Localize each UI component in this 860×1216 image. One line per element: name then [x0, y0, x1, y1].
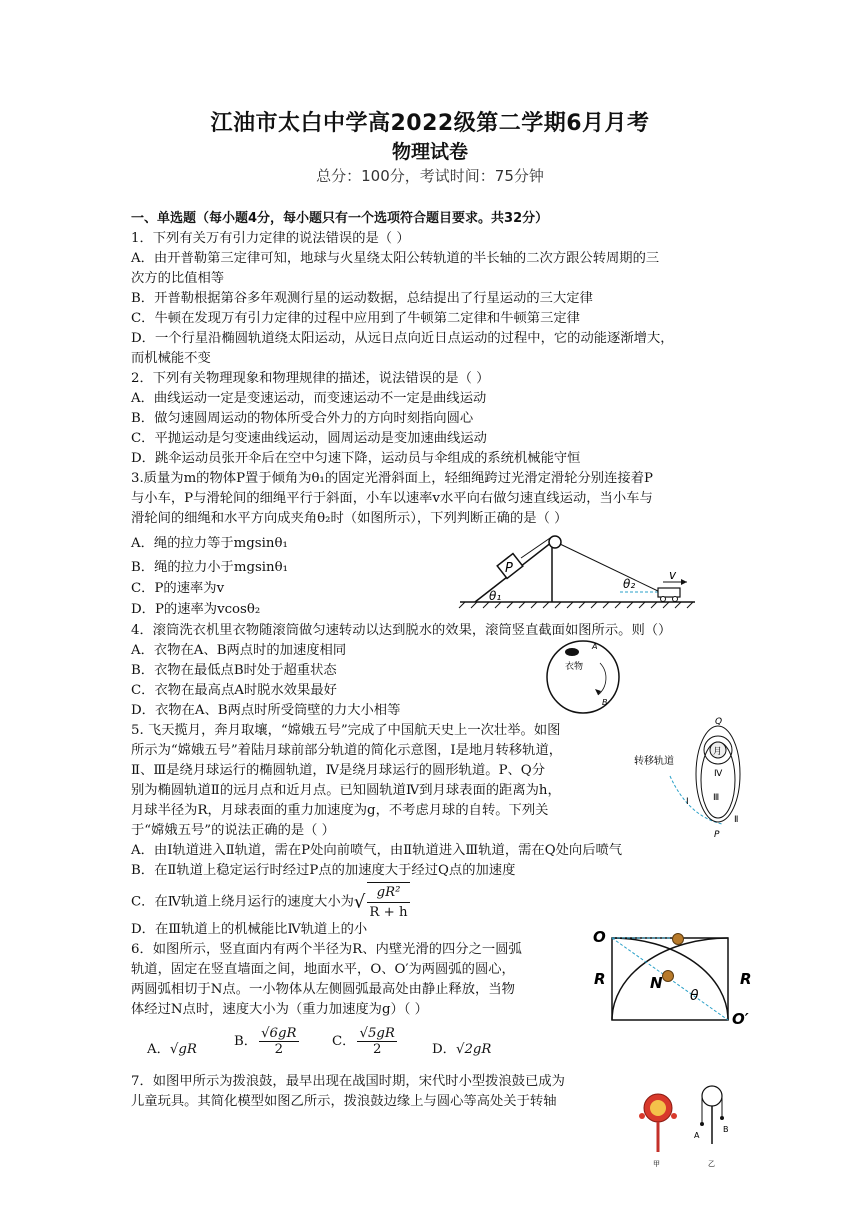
bead-a-icon [700, 1122, 704, 1126]
q1-option-d: D．一个行星沿椭圆轨道绕太阳运动，从远日点向近日点运动的过程中，它的动能逐渐增大， [131, 331, 674, 346]
moon-label: 月 [713, 747, 723, 757]
q4-option-b: B．衣物在最低点B时处于超重状态 [131, 663, 337, 678]
q3-line1: 3.质量为m的物体P置于倾角为θ₁的固定光滑斜面上，轻细绳跨过光滑定滑轮分别连接着P [131, 471, 653, 486]
q5-line2: 所示为“嫦娥五号”着陆月球前部分轨道的简化示意图，Ⅰ是地月转移轨道， [131, 743, 563, 758]
cart-icon [658, 588, 680, 597]
bead-icon [671, 1113, 677, 1119]
q6-line3: 两圆弧相切于N点。一小物体从左侧圆弧最高处由静止释放，当物 [131, 982, 515, 997]
theta2-label: θ₂ [623, 577, 636, 591]
q5-option-c-text: C．在Ⅳ轨道上绕月运行的速度大小为 [131, 894, 354, 910]
q1-option-a: A．由开普勒第三定律可知，地球与火星绕太阳公转轨道的半长轴的二次方跟公转周期的三 [131, 251, 660, 266]
q5-option-d: D．在Ⅲ轨道上的机械能比Ⅳ轨道上的小 [131, 922, 368, 937]
clothes-label: 衣物 [565, 662, 584, 672]
cart-wheel-icon [661, 597, 666, 602]
q5-line6: 于“嫦娥五号”的说法正确的是（ ） [131, 823, 335, 838]
center-o-prime-label: O′ [732, 1010, 749, 1028]
q4-option-a: A．衣物在A、B两点时的加速度相同 [131, 643, 347, 658]
theta-label: θ [690, 988, 699, 1004]
point-a-label: A [592, 642, 598, 651]
bead-b-icon [720, 1116, 724, 1120]
drum-circle [547, 641, 619, 713]
q1-option-d-cont: 而机械能不变 [131, 351, 211, 366]
q5-line1: 5. 飞天揽月，奔月取壤，“嫦娥五号”完成了中国航天史上一次壮举。如图 [131, 723, 561, 738]
orbit-ii-label: Ⅱ [734, 815, 739, 825]
q3-option-c: C．P的速率为v [131, 581, 225, 596]
q4-option-c: C．衣物在最高点A时脱水效果最好 [131, 683, 337, 698]
q7-line2: 儿童玩具。其简化模型如图乙所示，拨浪鼓边缘上与圆心等高处关于转轴 [131, 1094, 557, 1109]
q1-option-a-cont: 次方的比值相等 [131, 271, 225, 286]
point-q-label: Q [715, 717, 723, 727]
q3-incline-figure [455, 530, 705, 610]
q2-stem: 2．下列有关物理现象和物理规律的描述，说法错误的是（ ） [131, 371, 490, 386]
model-drum-circle [702, 1086, 722, 1106]
option-label: C． [332, 1034, 356, 1049]
q1-stem: 1．下列有关万有引力定律的说法错误的是（ ） [131, 231, 410, 246]
q4-stem: 4．滚筒洗衣机里衣物随滚筒做匀速转动以达到脱水的效果，滚筒竖直截面如图所示。则（） [131, 623, 672, 638]
q5-line4: 别为椭圆轨道Ⅱ的远月点和近月点。已知圆轨道Ⅳ到月球表面的距离为h， [131, 783, 561, 798]
fraction-numerator: √5gR [359, 1026, 395, 1041]
radius-right-label: R [740, 970, 752, 988]
arrowhead-icon [681, 579, 687, 585]
q3-option-b: B．绳的拉力小于mgsinθ₁ [131, 560, 288, 575]
q5-option-a: A．由Ⅰ轨道进入Ⅱ轨道，需在P处向前喷气，由Ⅱ轨道进入Ⅲ轨道，需在Q处向后喷气 [131, 843, 623, 858]
bead-icon [639, 1113, 645, 1119]
exam-title: 江油市太白中学高2022级第二学期6月月考 [210, 111, 650, 136]
block-p-label: P [505, 561, 513, 576]
sqrt-sign: √ [353, 891, 366, 913]
q5-option-c [131, 882, 412, 922]
transfer-orbit-label: 转移轨道 [634, 756, 674, 767]
orbit-iii-label: Ⅲ [713, 793, 720, 803]
q6-line1: 6．如图所示，竖直面内有两个半径为R、内壁光滑的四分之一圆弧 [131, 942, 522, 957]
q2-option-b: B．做匀速圆周运动的物体所受合外力的方向时刻指向圆心 [131, 411, 474, 426]
q3-line2: 与小车，P与滑轮间的细绳平行于斜面，小车以速率v水平向右做匀速直线运动，当小车与 [131, 491, 653, 506]
rope-cart [560, 544, 660, 592]
fraction-numerator: gR² [367, 883, 409, 903]
q2-option-a: A．曲线运动一定是变速运动，而变速运动不一定是曲线运动 [131, 391, 487, 406]
q6-option-d [432, 1038, 491, 1057]
fraction-numerator: √6gR [261, 1026, 297, 1041]
q3-option-a: A．绳的拉力等于mgsinθ₁ [131, 536, 288, 551]
option-value: √gR [169, 1042, 197, 1057]
velocity-label: v [669, 568, 677, 582]
point-n-label: N [650, 974, 663, 992]
q5-option-c-fraction [367, 882, 409, 922]
q3-line3: 滑轮间的细绳和水平方向成夹角θ₂时（如图所示），下列判断正确的是（ ） [131, 511, 568, 526]
q1-option-b: B．开普勒根据第谷多年观测行星的运动数据，总结提出了行星运动的三大定律 [131, 291, 593, 306]
ball-n-icon [663, 971, 674, 982]
option-fraction [357, 1026, 396, 1057]
exam-subject: 物理试卷 [391, 141, 468, 163]
option-label: A． [147, 1042, 170, 1057]
q7-drum-figure [632, 1080, 744, 1172]
q6-option-b [234, 1026, 301, 1057]
center-o-label: O [593, 928, 606, 946]
option-fraction [259, 1026, 298, 1057]
bead-a-label: A [694, 1131, 700, 1140]
q4-drum-figure [540, 637, 630, 717]
cart-wheel-icon [673, 597, 678, 602]
figure-jia-label: 甲 [653, 1160, 660, 1168]
q2-option-c: C．平抛运动是匀变速曲线运动，圆周运动是变加速曲线运动 [131, 431, 487, 446]
q6-arc-figure [590, 926, 772, 1028]
option-label: D． [432, 1042, 456, 1057]
option-value: √2gR [455, 1042, 492, 1057]
figure-yi-label: 乙 [708, 1160, 715, 1168]
exam-meta: 总分：100分，考试时间：75分钟 [316, 167, 544, 185]
option-label: B． [234, 1034, 258, 1049]
orbit-iv-label: Ⅳ [714, 769, 723, 779]
q7-line1: 7．如图甲所示为拨浪鼓，最早出现在战国时期，宋代时小型拨浪鼓已成为 [131, 1074, 565, 1089]
q5-line5: 月球半径为R，月球表面的重力加速度为g，不考虑月球的自转。下列关 [131, 803, 549, 818]
q4-option-d: D．衣物在A、B两点时所受筒壁的力大小相等 [131, 703, 401, 718]
q5-line3: Ⅱ、Ⅲ是绕月球运行的椭圆轨道，Ⅳ是绕月球运行的圆形轨道。P、Q分 [131, 763, 546, 778]
ball-top-icon [673, 934, 684, 945]
q1-option-c: C．牛顿在发现万有引力定律的过程中应用到了牛顿第二定律和牛顿第三定律 [131, 311, 580, 326]
fraction-denominator: R + h [369, 905, 408, 920]
rope-incline [521, 536, 553, 558]
fraction-denominator: 2 [274, 1042, 284, 1057]
bead-b-label: B [723, 1125, 729, 1134]
fraction-denominator: 2 [372, 1042, 382, 1057]
section-heading: 一、单选题（每小题4分，每小题只有一个选项符合题目要求。共32分） [131, 211, 549, 226]
orbit-i-label: Ⅰ [686, 797, 689, 807]
point-p-label: P [714, 830, 720, 838]
clothes-icon [565, 648, 579, 656]
q2-option-d: D．跳伞运动员张开伞后在空中匀速下降，运动员与伞组成的系统机械能守恒 [131, 451, 581, 466]
q6-line2: 轨道，固定在竖直墙面之间，地面水平，O、O′为两圆弧的圆心， [131, 962, 515, 977]
q6-line4: 体经过N点时，速度大小为（重力加速度为g）（ ） [131, 1002, 428, 1017]
q6-option-c [332, 1026, 399, 1057]
drum-face-icon [650, 1100, 666, 1116]
theta1-label: θ₁ [489, 589, 502, 603]
radius-left-label: R [594, 970, 606, 988]
q5-orbit-figure [628, 716, 758, 838]
q3-option-d: D．P的速率为vcosθ₂ [131, 602, 261, 617]
q5-option-b: B．在Ⅱ轨道上稳定运行时经过P点的加速度大于经过Q点的加速度 [131, 863, 516, 878]
q6-option-a [147, 1038, 197, 1057]
point-b-label: B [602, 698, 608, 707]
